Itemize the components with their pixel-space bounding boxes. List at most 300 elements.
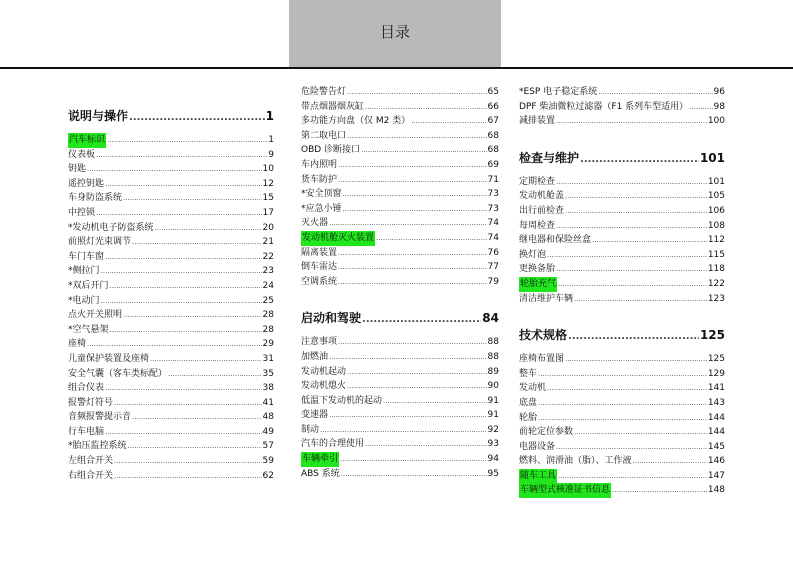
dot-leader — [96, 148, 267, 163]
toc-entry[interactable] — [68, 235, 274, 250]
section-spacer — [68, 96, 274, 105]
dot-leader — [329, 350, 487, 365]
toc-entry[interactable] — [301, 452, 499, 467]
entry-label: 换灯泡 — [519, 249, 547, 260]
section-spacer — [519, 343, 725, 352]
entry-page-number: 35 — [262, 368, 274, 379]
entry-label: 车辆牵引 — [301, 452, 339, 467]
entry-label: 清洁维护车辆 — [519, 293, 574, 304]
dot-leader — [565, 189, 707, 204]
entry-label: 燃料、润滑油（脂）、工作液 — [519, 456, 632, 467]
entry-label: 车门车窗 — [68, 251, 105, 262]
dot-leader — [338, 275, 487, 290]
toc-entry[interactable] — [519, 114, 725, 129]
entry-page-number: 22 — [262, 251, 274, 262]
entry-page-number: 41 — [262, 397, 274, 408]
dot-leader — [320, 423, 487, 438]
dot-leader — [343, 187, 487, 202]
entry-label: 安全气囊（客车类标配） — [68, 368, 168, 379]
toc-entry[interactable] — [301, 467, 499, 482]
dot-leader — [376, 231, 487, 246]
entry-label: 座椅 — [68, 339, 87, 350]
entry-label: *发动机电子防盗系统 — [68, 222, 154, 233]
entry-page-number: 123 — [707, 293, 725, 304]
toc-entry[interactable] — [519, 440, 725, 455]
toc-entry[interactable] — [301, 365, 499, 380]
toc-entry[interactable] — [519, 204, 725, 219]
dot-leader — [598, 85, 712, 100]
dot-leader — [155, 221, 262, 236]
toc-entry[interactable] — [519, 85, 725, 100]
entry-page-number: 38 — [262, 383, 274, 394]
entry-label: *胎压监控系统 — [68, 441, 127, 452]
entry-label: 随车工具 — [519, 469, 557, 484]
dot-leader — [574, 292, 707, 307]
entry-page-number: 125 — [707, 354, 725, 365]
entry-label: 发动机起动 — [301, 366, 347, 377]
dot-leader — [105, 425, 262, 440]
toc-entry[interactable] — [301, 143, 499, 158]
section-spacer — [68, 483, 274, 492]
dot-leader — [580, 151, 699, 165]
toc-entry[interactable] — [519, 248, 725, 263]
toc-section-heading[interactable] — [301, 309, 499, 326]
dot-leader — [114, 454, 262, 469]
entry-page-number: 91 — [487, 395, 499, 406]
dot-leader — [538, 367, 707, 382]
entry-label: ABS 系统 — [301, 468, 340, 479]
toc-entry[interactable] — [519, 233, 725, 248]
entry-label: 前轮定位参数 — [519, 427, 574, 438]
entry-label: 减排装置 — [519, 116, 556, 127]
toc-entry[interactable] — [519, 292, 725, 307]
entry-label: 点火开关照明 — [68, 310, 123, 321]
dot-leader — [123, 191, 262, 206]
toc-entry[interactable] — [68, 162, 274, 177]
section-title: 启动和驾驶 — [301, 311, 362, 326]
entry-page-number: 106 — [707, 205, 725, 216]
entry-label: 带点烟器烟灰缸 — [301, 101, 365, 112]
toc-entry[interactable] — [68, 294, 274, 309]
dot-leader — [343, 202, 487, 217]
entry-page-number: 91 — [487, 410, 499, 421]
entry-label: 汽车标识 — [68, 133, 106, 148]
toc-entry[interactable] — [68, 221, 274, 236]
entry-label: 组合仪表 — [68, 383, 105, 394]
entry-page-number: 59 — [262, 456, 274, 467]
entry-page-number: 20 — [262, 222, 274, 233]
toc-entry[interactable] — [301, 187, 499, 202]
toc-entry[interactable] — [68, 308, 274, 323]
entry-label: 汽车的合理使用 — [301, 439, 365, 450]
dot-leader — [633, 454, 707, 469]
dot-leader — [338, 260, 487, 275]
toc-entry[interactable] — [519, 483, 725, 498]
dot-leader — [105, 177, 262, 192]
toc-entry[interactable] — [68, 250, 274, 265]
entry-page-number: 144 — [707, 427, 725, 438]
entry-label: 儿童保护装置及座椅 — [68, 353, 150, 364]
entry-page-number: 10 — [262, 164, 274, 175]
toc-entry[interactable] — [519, 175, 725, 190]
toc-entry[interactable] — [519, 381, 725, 396]
toc-entry[interactable] — [301, 129, 499, 144]
entry-label: 车辆型式核准证书信息 — [519, 483, 611, 498]
toc-entry[interactable] — [301, 85, 499, 100]
entry-page-number: 141 — [707, 383, 725, 394]
entry-label: 每周检查 — [519, 220, 556, 231]
entry-page-number: 93 — [487, 439, 499, 450]
section-title: 说明与操作 — [68, 109, 129, 123]
entry-label: 制动 — [301, 424, 320, 435]
dot-leader — [547, 381, 707, 396]
entry-label: 遥控钥匙 — [68, 178, 105, 189]
toc-entry[interactable] — [519, 469, 725, 484]
dot-leader — [361, 143, 486, 158]
entry-label: 倒车雷达 — [301, 262, 338, 273]
toc-entry[interactable] — [301, 173, 499, 188]
toc-column-3 — [519, 85, 725, 507]
dot-leader — [132, 410, 262, 425]
toc-entry[interactable] — [519, 219, 725, 234]
entry-page-number: 101 — [707, 176, 725, 187]
entry-page-number: 77 — [487, 262, 499, 273]
entry-label: *安全顶窗 — [301, 189, 342, 200]
toc-entry[interactable] — [68, 410, 274, 425]
entry-page-number: 143 — [707, 397, 725, 408]
toc-entry[interactable] — [301, 216, 499, 231]
entry-page-number: 23 — [262, 266, 274, 277]
entry-page-number: 118 — [707, 264, 725, 275]
toc-entry[interactable] — [301, 100, 499, 115]
toc-entry[interactable] — [68, 148, 274, 163]
toc-column-1 — [68, 96, 274, 492]
dot-leader — [565, 204, 707, 219]
toc-entry[interactable] — [68, 323, 274, 338]
entry-page-number: 147 — [707, 470, 725, 481]
entry-label: *双后开门 — [68, 280, 109, 291]
entry-label: 报警灯符号 — [68, 397, 114, 408]
header-divider — [0, 67, 793, 69]
entry-label: 底盘 — [519, 397, 538, 408]
entry-page-number: 69 — [487, 159, 499, 170]
toc-entry[interactable] — [301, 246, 499, 261]
toc-entry[interactable] — [68, 439, 274, 454]
dot-leader — [110, 279, 262, 294]
dot-leader — [110, 323, 262, 338]
toc-entry[interactable] — [68, 352, 274, 367]
dot-leader — [538, 396, 707, 411]
entry-label: 低温下发动机的起动 — [301, 395, 383, 406]
dot-leader — [347, 85, 487, 100]
dot-leader — [411, 114, 486, 129]
dot-leader — [128, 439, 262, 454]
dot-leader — [329, 408, 487, 423]
dot-leader — [96, 206, 262, 221]
dot-leader — [558, 277, 707, 292]
entry-page-number: 67 — [487, 116, 499, 127]
entry-page-number: 148 — [707, 485, 725, 496]
dot-leader — [347, 379, 487, 394]
toc-entry[interactable] — [68, 381, 274, 396]
entry-label: 前照灯光束调节 — [68, 237, 132, 248]
dot-leader — [574, 425, 707, 440]
entry-label: 发动机舱盖 — [519, 191, 565, 202]
entry-page-number: 68 — [487, 130, 499, 141]
dot-leader — [168, 367, 262, 382]
entry-label: 发动机 — [519, 383, 547, 394]
dot-leader — [612, 483, 707, 498]
section-spacer — [519, 315, 725, 324]
entry-label: 出行前检查 — [519, 205, 565, 216]
entry-page-number: 25 — [262, 295, 274, 306]
entry-page-number: 68 — [487, 145, 499, 156]
entry-label: 轮胎充气 — [519, 277, 557, 292]
header-tab — [289, 0, 501, 68]
toc-entry[interactable] — [519, 262, 725, 277]
entry-label: 隔离装置 — [301, 247, 338, 258]
toc-entry[interactable] — [301, 408, 499, 423]
entry-page-number: 74 — [487, 232, 499, 243]
entry-label: 车内照明 — [301, 159, 338, 170]
entry-page-number: 145 — [707, 441, 725, 452]
entry-label: *ESP 电子稳定系统 — [519, 87, 598, 97]
entry-page-number: 90 — [487, 381, 499, 392]
dot-leader — [592, 233, 707, 248]
toc-column-2 — [301, 85, 499, 490]
toc-entry[interactable] — [301, 437, 499, 452]
entry-page-number: 15 — [262, 193, 274, 204]
entry-page-number: 88 — [487, 351, 499, 362]
dot-leader — [107, 133, 267, 148]
entry-page-number: 122 — [707, 278, 725, 289]
toc-entry[interactable] — [68, 396, 274, 411]
entry-page-number: 12 — [262, 178, 274, 189]
toc-section-heading[interactable] — [519, 326, 725, 343]
entry-label: 空调系统 — [301, 276, 338, 287]
dot-leader — [123, 308, 262, 323]
dot-leader — [565, 352, 707, 367]
entry-label: 发动机舱灭火装置 — [301, 231, 375, 246]
entry-page-number: 29 — [262, 339, 274, 350]
dot-leader — [347, 365, 487, 380]
entry-label: 电器设备 — [519, 441, 556, 452]
toc-entry[interactable] — [301, 335, 499, 350]
entry-label: 继电器和保险丝盒 — [519, 235, 592, 246]
toc-entry[interactable] — [519, 100, 725, 115]
section-page-number: 101 — [699, 150, 725, 165]
entry-page-number: 71 — [487, 174, 499, 185]
entry-page-number: 95 — [487, 468, 499, 479]
section-spacer — [519, 138, 725, 147]
toc-entry[interactable] — [301, 202, 499, 217]
entry-page-number: 108 — [707, 220, 725, 231]
dot-leader — [150, 352, 262, 367]
section-spacer — [301, 326, 499, 335]
toc-entry[interactable] — [301, 158, 499, 173]
entry-label: 中控锁 — [68, 207, 96, 218]
section-spacer — [301, 298, 499, 307]
dot-leader — [365, 100, 487, 115]
section-page-number: 125 — [699, 328, 725, 343]
dot-leader — [347, 129, 487, 144]
toc-entry[interactable] — [68, 425, 274, 440]
toc-entry[interactable] — [519, 277, 725, 292]
dot-leader — [105, 381, 262, 396]
dot-leader — [87, 162, 262, 177]
section-spacer — [519, 306, 725, 315]
entry-label: 行车电脑 — [68, 426, 105, 437]
entry-page-number: 79 — [487, 276, 499, 287]
entry-page-number: 92 — [487, 424, 499, 435]
dot-leader — [556, 262, 707, 277]
toc-entry[interactable] — [519, 396, 725, 411]
dot-leader — [101, 264, 262, 279]
toc-entry[interactable] — [301, 423, 499, 438]
dot-leader — [114, 469, 262, 484]
entry-label: 右组合开关 — [68, 470, 114, 481]
toc-entry[interactable] — [68, 279, 274, 294]
entry-page-number: 48 — [262, 412, 274, 423]
toc-section-heading[interactable] — [68, 107, 274, 124]
entry-page-number: 96 — [713, 87, 725, 97]
dot-leader — [383, 394, 487, 409]
entry-page-number: 73 — [487, 189, 499, 200]
toc-entry[interactable] — [301, 379, 499, 394]
toc-entry[interactable] — [301, 350, 499, 365]
toc-entry[interactable] — [68, 454, 274, 469]
entry-page-number: 76 — [487, 247, 499, 258]
entry-label: 更换备胎 — [519, 264, 556, 275]
entry-label: 整车 — [519, 368, 538, 379]
toc-entry[interactable] — [68, 177, 274, 192]
dot-leader — [556, 114, 707, 129]
entry-page-number: 49 — [262, 426, 274, 437]
entry-label: 定期检查 — [519, 176, 556, 187]
toc-entry[interactable] — [68, 337, 274, 352]
entry-page-number: 9 — [268, 149, 274, 160]
section-title: 技术规格 — [519, 328, 568, 343]
entry-page-number: 17 — [262, 207, 274, 218]
entry-page-number: 28 — [262, 324, 274, 335]
toc-entry[interactable] — [519, 189, 725, 204]
entry-page-number: 66 — [487, 101, 499, 112]
toc-entry[interactable] — [301, 275, 499, 290]
toc-section-heading[interactable] — [519, 149, 725, 166]
entry-page-number: 24 — [262, 280, 274, 291]
dot-leader — [338, 246, 487, 261]
dot-leader — [105, 250, 262, 265]
toc-entry[interactable] — [519, 352, 725, 367]
entry-page-number: 21 — [262, 237, 274, 248]
toc-entry[interactable] — [68, 367, 274, 382]
toc-entry[interactable] — [68, 206, 274, 221]
entry-page-number: 31 — [262, 353, 274, 364]
entry-label: *应急小锤 — [301, 203, 342, 214]
section-spacer — [68, 124, 274, 133]
entry-page-number: 88 — [487, 337, 499, 348]
dot-leader — [538, 411, 707, 426]
entry-label: 发动机熄火 — [301, 381, 347, 392]
dot-leader — [556, 175, 707, 190]
section-spacer — [519, 166, 725, 175]
dot-leader — [87, 337, 262, 352]
dot-leader — [362, 311, 481, 325]
entry-label: 左组合开关 — [68, 456, 114, 467]
page-title: 目录 — [379, 23, 410, 41]
dot-leader — [338, 158, 487, 173]
toc-entry[interactable] — [301, 231, 499, 246]
entry-label: 钥匙 — [68, 164, 87, 175]
entry-label: 加燃油 — [301, 351, 329, 362]
dot-leader — [341, 467, 487, 482]
dot-leader — [132, 235, 262, 250]
toc-entry[interactable] — [519, 454, 725, 469]
toc-entry[interactable] — [519, 367, 725, 382]
dot-leader — [558, 469, 707, 484]
dot-leader — [556, 440, 707, 455]
entry-label: OBD 诊断接口 — [301, 145, 361, 156]
entry-page-number: 115 — [707, 249, 725, 260]
entry-page-number: 146 — [707, 456, 725, 467]
entry-label: 变速器 — [301, 410, 329, 421]
entry-page-number: 144 — [707, 412, 725, 423]
entry-label: *电动门 — [68, 295, 100, 306]
section-spacer — [519, 129, 725, 138]
dot-leader — [547, 248, 707, 263]
entry-label: 货车防护 — [301, 174, 338, 185]
entry-page-number: 89 — [487, 366, 499, 377]
entry-label: 音频报警提示音 — [68, 412, 132, 423]
toc-entry[interactable] — [519, 425, 725, 440]
entry-label: 危险警告灯 — [301, 87, 347, 97]
entry-label: 仪表板 — [68, 149, 96, 160]
section-page-number: 84 — [482, 311, 499, 326]
dot-leader — [329, 216, 487, 231]
dot-leader — [114, 396, 262, 411]
entry-label: 多功能方向盘（仅 M2 类） — [301, 116, 411, 127]
entry-page-number: 65 — [487, 87, 499, 97]
dot-leader — [101, 294, 262, 309]
entry-page-number: 74 — [487, 218, 499, 229]
entry-page-number: 112 — [707, 235, 725, 246]
entry-page-number: 62 — [262, 470, 274, 481]
entry-label: 轮胎 — [519, 412, 538, 423]
entry-page-number: 98 — [713, 101, 725, 112]
toc-entry[interactable] — [68, 133, 274, 148]
entry-label: 座椅布置图 — [519, 354, 565, 365]
dot-leader — [338, 335, 487, 350]
section-spacer — [301, 481, 499, 490]
toc-entry[interactable] — [68, 264, 274, 279]
dot-leader — [689, 100, 712, 115]
section-spacer — [519, 498, 725, 507]
entry-label: 车身防盗系统 — [68, 193, 123, 204]
toc-entry[interactable] — [301, 260, 499, 275]
section-spacer — [301, 289, 499, 298]
toc-entry[interactable] — [68, 191, 274, 206]
toc-entry[interactable] — [68, 469, 274, 484]
toc-entry[interactable] — [519, 411, 725, 426]
entry-label: DPF 柴油微粒过滤器（F1 系列车型适用） — [519, 101, 689, 112]
entry-page-number: 105 — [707, 191, 725, 202]
dot-leader — [556, 219, 707, 234]
toc-entry[interactable] — [301, 114, 499, 129]
entry-page-number: 73 — [487, 203, 499, 214]
toc-entry[interactable] — [301, 394, 499, 409]
entry-page-number: 28 — [262, 310, 274, 321]
dot-leader — [338, 173, 487, 188]
